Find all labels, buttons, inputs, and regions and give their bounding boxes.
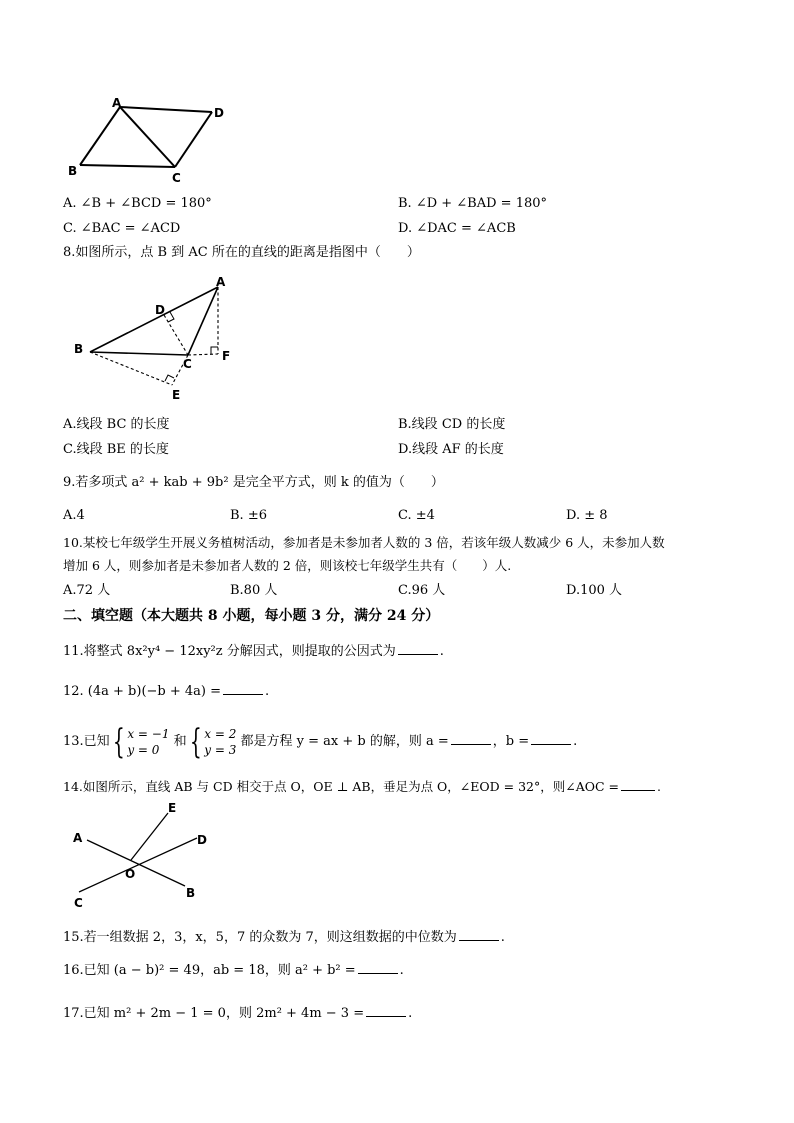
q8-option-b[interactable]: B.线段 CD 的长度	[398, 417, 506, 432]
q8-label-d: D	[155, 303, 165, 317]
q14-intersecting-lines-figure	[65, 800, 225, 910]
q7-parallelogram-figure	[60, 95, 235, 185]
q8-option-a[interactable]: A.线段 BC 的长度	[63, 417, 170, 432]
q16-end: .	[399, 963, 404, 978]
q7-option-a[interactable]: A. ∠B + ∠BCD = 180°	[63, 196, 212, 211]
q13	[63, 722, 577, 762]
q13-answer-blank-b[interactable]	[531, 733, 571, 745]
q10-option-d[interactable]: D.100 人	[566, 583, 623, 598]
q13-and: 和	[173, 734, 187, 749]
q15-answer-blank[interactable]	[459, 929, 499, 941]
q11-end: .	[439, 644, 444, 659]
q7-label-a: A	[112, 96, 122, 110]
q8-option-d[interactable]: D.线段 AF 的长度	[398, 442, 504, 457]
q9-option-c[interactable]: C. ±4	[398, 508, 435, 523]
q11-stem: 11.将整式 8x²y⁴ − 12xy²z 分解因式，则提取的公因式为	[63, 644, 396, 659]
q13-answer-blank-a[interactable]	[451, 733, 491, 745]
q14-answer-blank[interactable]	[621, 779, 655, 791]
q13-prefix: 13.已知	[63, 734, 110, 749]
q17-end: .	[408, 1006, 413, 1021]
q10-option-a[interactable]: A.72 人	[63, 583, 111, 598]
q17	[63, 1005, 412, 1022]
q16-answer-blank[interactable]	[358, 962, 398, 974]
q10-stem-line1: 10.某校七年级学生开展义务植树活动，参加者是未参加者人数的 3 倍，若该年级人数减少 6 人，未参加人数	[63, 535, 665, 550]
q12-stem: 12. (4a + b)(−b + 4a) =	[63, 684, 222, 699]
q9-option-a[interactable]: A.4	[63, 508, 85, 523]
q10-option-c[interactable]: C.96 人	[398, 583, 446, 598]
q7-option-b[interactable]: B. ∠D + ∠BAD = 180°	[398, 196, 548, 211]
q13-end: .	[573, 734, 578, 749]
q12-answer-blank[interactable]	[223, 683, 263, 695]
q14-label-e: E	[168, 801, 177, 815]
q14	[63, 779, 661, 795]
q14-label-a: A	[73, 831, 83, 845]
q9-option-d[interactable]: D. ± 8	[566, 508, 608, 523]
q13-sys2-line1: x = 2	[204, 726, 237, 741]
q13-system-1	[127, 726, 169, 758]
q7-option-c[interactable]: C. ∠BAC = ∠ACD	[63, 221, 181, 236]
q13-system-2	[204, 726, 236, 758]
q15-stem: 15.若一组数据 2，3，x，5，7 的众数为 7，则这组数据的中位数为	[63, 930, 457, 945]
q15-end: .	[500, 930, 505, 945]
q13-sys1-line1: x = −1	[127, 726, 170, 741]
q14-label-o: O	[125, 867, 136, 881]
q16	[63, 962, 404, 979]
q17-stem: 17.已知 m² + 2m − 1 = 0，则 2m² + 4m − 3 =	[63, 1006, 365, 1021]
q8-label-e: E	[172, 388, 181, 402]
q13-sys2-line2: y = 3	[204, 742, 237, 757]
q8-label-b: B	[74, 342, 84, 356]
q9-stem: 9.若多项式 a² + kab + 9b² 是完全平方式，则 k 的值为（ ）	[63, 475, 444, 490]
q13-sys1-line2: y = 0	[127, 742, 160, 757]
q13-comma: ，b =	[492, 734, 530, 749]
q12-end: .	[265, 684, 270, 699]
q8-triangle-figure	[70, 275, 245, 405]
q8-label-c: C	[183, 357, 192, 371]
q13-brace-1: {	[112, 721, 125, 762]
q14-stem: 14.如图所示，直线 AB 与 CD 相交于点 O，OE ⊥ AB，垂足为点 O，∠EOD = 32°，则∠AOC =	[63, 779, 620, 794]
q17-answer-blank[interactable]	[366, 1005, 406, 1017]
q14-end: .	[657, 779, 661, 794]
q7-option-d[interactable]: D. ∠DAC = ∠ACB	[398, 221, 516, 236]
q16-stem: 16.已知 (a − b)² = 49，ab = 18，则 a² + b² =	[63, 963, 356, 978]
q10-option-b[interactable]: B.80 人	[230, 583, 278, 598]
q7-label-b: B	[68, 164, 78, 178]
section2-title: 二、填空题（本大题共 8 小题，每小题 3 分，满分 24 分）	[63, 608, 440, 624]
q13-middle: 都是方程 y = ax + b 的解，则 a =	[240, 734, 449, 749]
q14-label-b: B	[186, 886, 196, 900]
q14-label-c: C	[74, 896, 83, 910]
q8-label-f: F	[222, 349, 231, 363]
q9-option-b[interactable]: B. ±6	[230, 508, 267, 523]
q13-brace-2: {	[189, 721, 202, 762]
q11-answer-blank[interactable]	[398, 643, 438, 655]
q11	[63, 643, 444, 660]
q7-label-d: D	[214, 106, 224, 120]
q10-stem-line2: 增加 6 人，则参加者是未参加者人数的 2 倍，则该校七年级学生共有（ ）人.	[63, 558, 512, 573]
q8-option-c[interactable]: C.线段 BE 的长度	[63, 442, 169, 457]
q8-stem: 8.如图所示，点 B 到 AC 所在的直线的距离是指图中（ ）	[63, 245, 420, 260]
q8-label-a: A	[216, 275, 226, 289]
q12	[63, 683, 269, 700]
q7-label-c: C	[172, 171, 181, 185]
q15	[63, 929, 505, 946]
q14-label-d: D	[197, 833, 207, 847]
